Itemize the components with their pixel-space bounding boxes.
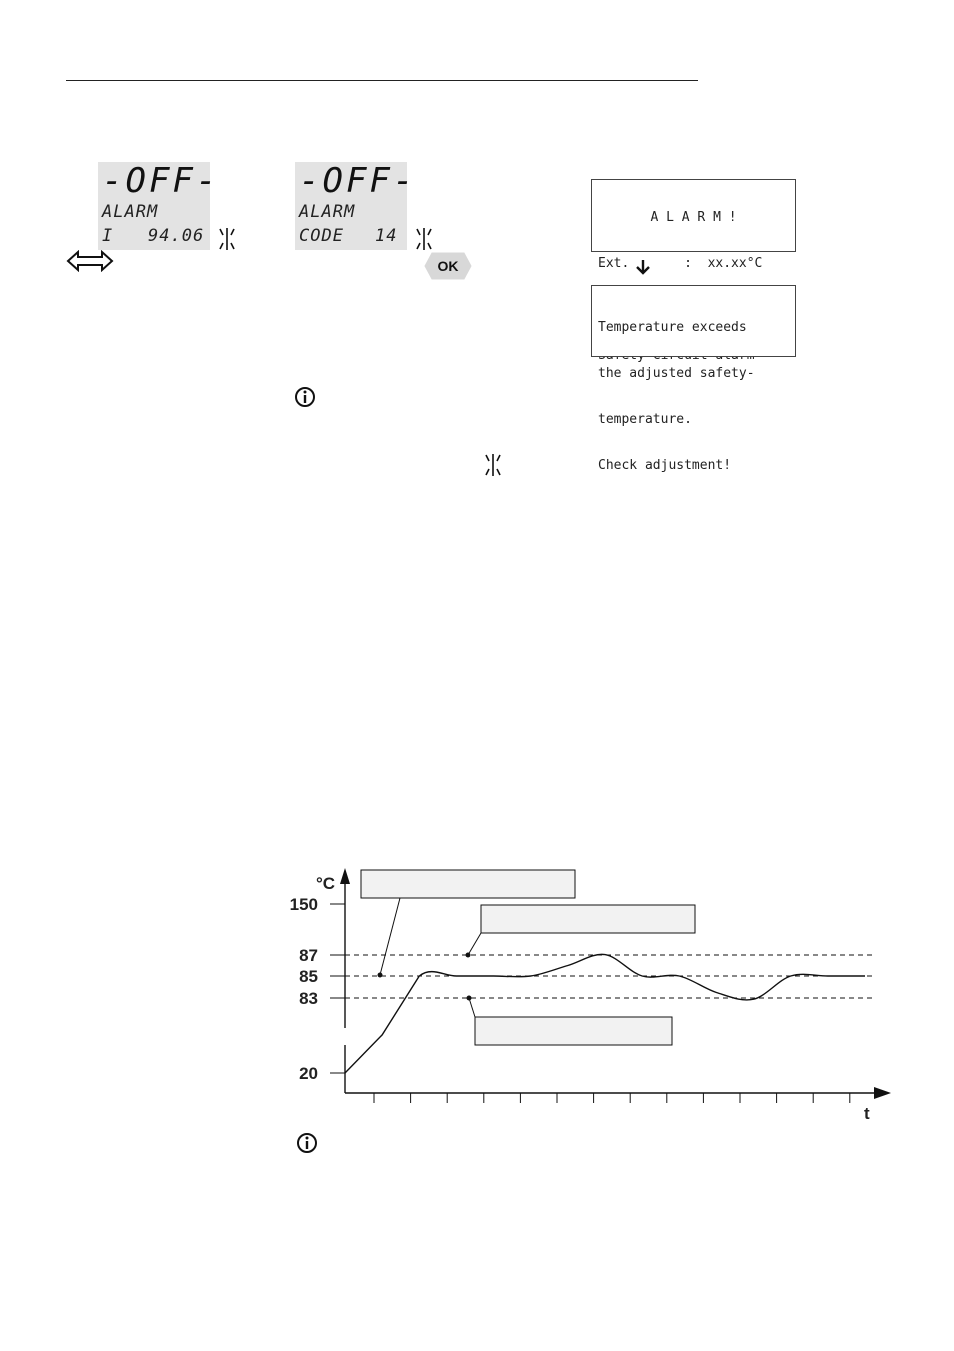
lcd-line3-value: 94.06 xyxy=(148,226,205,246)
x-axis-label: t xyxy=(864,1104,870,1123)
y-tick-label: 150 xyxy=(289,895,318,914)
chart-callout-box xyxy=(481,905,695,933)
y-tick-label: 87 xyxy=(299,946,318,965)
temperature-series-line xyxy=(345,954,865,1073)
alarm-line-2: Ext. : xx.xx°C xyxy=(598,256,763,271)
message-line-4: Check adjustment! xyxy=(598,458,732,473)
lcd-line3-prefix: I xyxy=(102,226,114,246)
y-tick-label: 85 xyxy=(299,967,318,986)
x-axis-arrowhead xyxy=(874,1087,891,1099)
lcd-line3-prefix: CODE xyxy=(299,226,344,246)
callout-anchor-dot xyxy=(378,973,383,978)
lcd-line3-value: 14 xyxy=(375,226,398,246)
callout-leader-line xyxy=(469,998,475,1017)
y-tick-label: 83 xyxy=(299,989,318,1008)
y-tick-label: 20 xyxy=(299,1064,318,1083)
y-axis-unit-label: °C xyxy=(316,874,336,893)
callout-anchor-dot xyxy=(467,996,472,1001)
callout-leader-line xyxy=(468,933,481,955)
alarm-line-1: A L A R M ! xyxy=(650,210,737,225)
y-axis-arrowhead xyxy=(340,868,350,884)
callout-leader-line xyxy=(380,898,400,975)
lcd-main-readout: -OFF- xyxy=(102,161,220,201)
ok-button-label: OK xyxy=(437,258,459,274)
callout-anchor-dot xyxy=(466,953,471,958)
message-line-2: the adjusted safety- xyxy=(598,366,755,381)
message-line-3: temperature. xyxy=(598,412,692,427)
chart-axes xyxy=(340,868,891,1103)
chart-callout-box xyxy=(361,870,575,898)
lcd-main-readout: -OFF- xyxy=(299,161,417,201)
chart-callout-box xyxy=(475,1017,672,1045)
lcd-line2: ALARM xyxy=(102,202,159,222)
message-line-1: Temperature exceeds xyxy=(598,320,747,335)
lcd-line2: ALARM xyxy=(299,202,356,222)
